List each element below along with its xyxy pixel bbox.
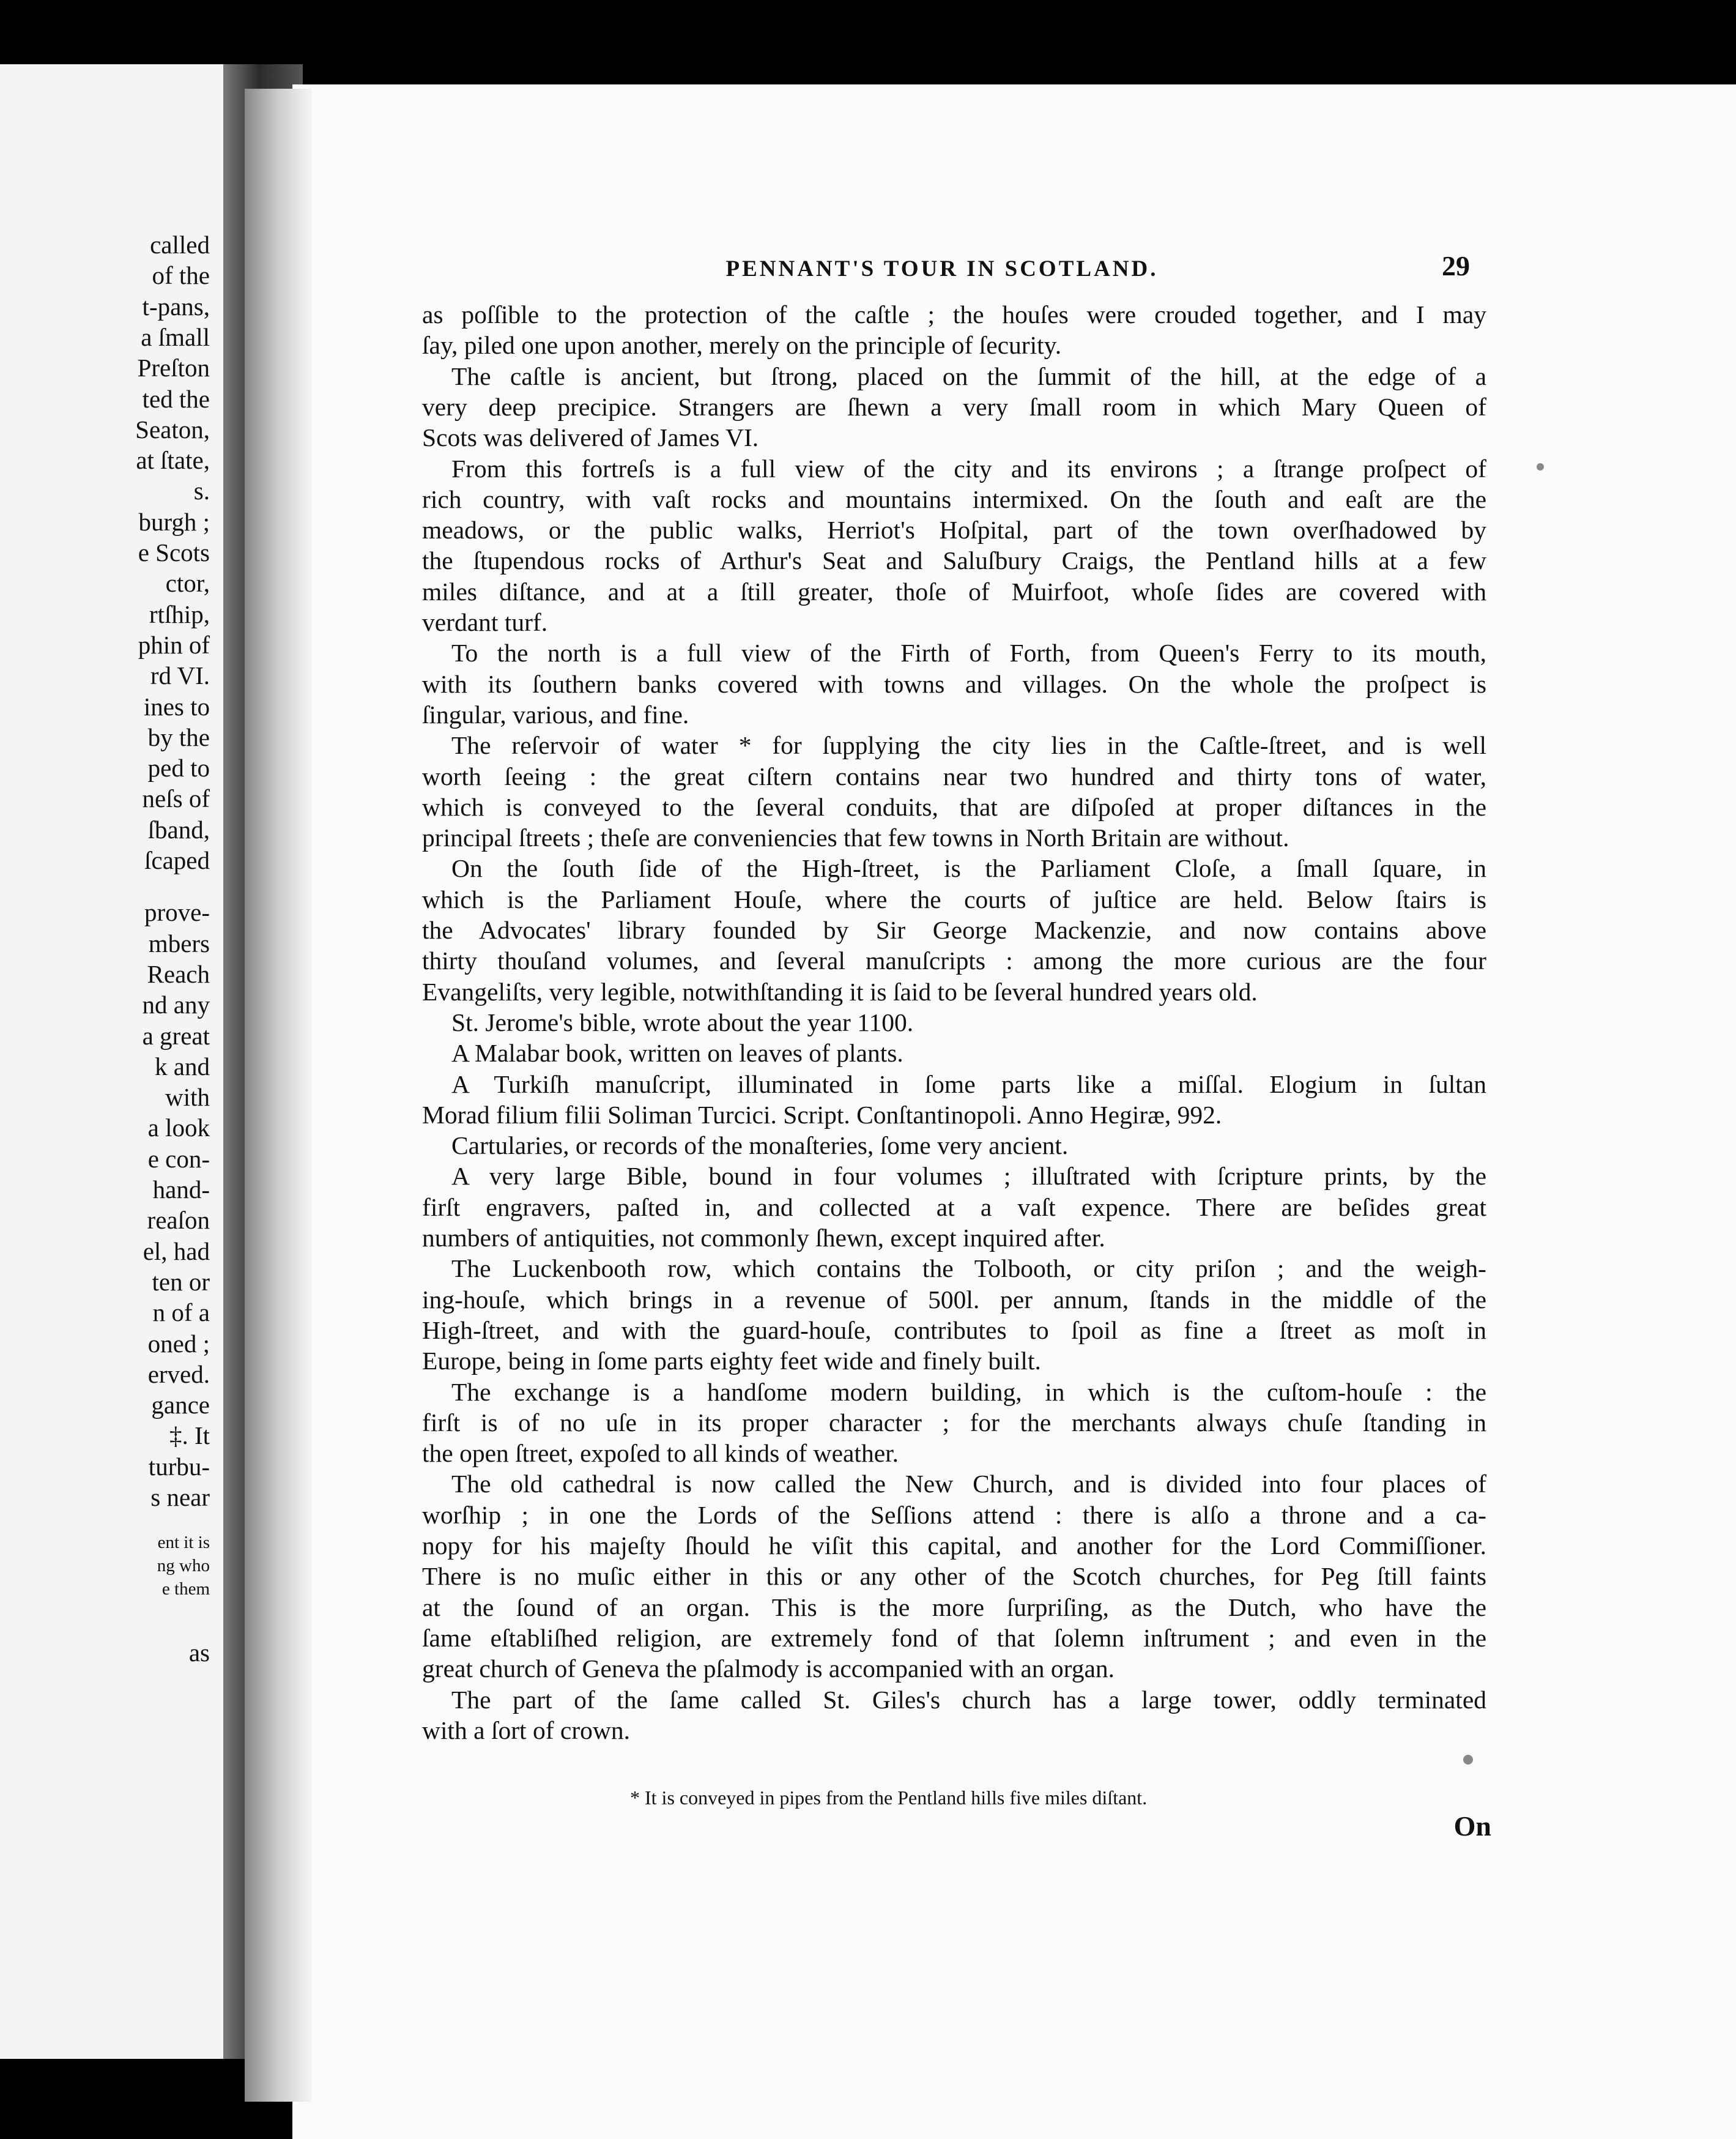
text-line: worſhip ; in one the Lords of the Seſſions attend : there is alſo a throne and a ca- (422, 1500, 1486, 1529)
text-line: The Luckenbooth row, which contains the Tolbooth, or city priſon ; and the weigh- (451, 1254, 1486, 1283)
page-gutter (245, 89, 312, 2102)
text-line: ſay, piled one upon another, merely on the principle of ſecurity. (422, 331, 1062, 360)
facing-page-line: hand- (152, 1175, 210, 1203)
text-line: High-ſtreet, and with the guard-houſe, contributes to ſpoil as fine a ſtreet as moſt in (422, 1315, 1486, 1344)
facing-page-line: ped to (147, 754, 210, 783)
text-line: the Advocates' library founded by Sir George Mackenzie, and now contains above (422, 916, 1486, 944)
facing-page-line: Reach (147, 959, 210, 988)
facing-page-line: ng who (157, 1556, 210, 1576)
text-line: A Malabar book, written on leaves of plants. (451, 1039, 903, 1068)
facing-page-line: prove- (144, 898, 210, 927)
facing-page-fragment (0, 64, 223, 2059)
text-line: very deep precipice. Strangers are ſhewn a very ſmall room in which Mary Queen of (422, 392, 1486, 421)
text-line: firſt engravers, paſted in, and collected at a vaſt expence. There are beſides great (422, 1192, 1486, 1221)
text-line: as poſſible to the protection of the caſtle ; the houſes were crouded together, and I may (422, 300, 1486, 329)
text-line: Evangeliſts, very legible, notwithſtanding it is ſaid to be ſeveral hundred years old. (422, 977, 1258, 1006)
facing-page-line: a look (147, 1114, 210, 1142)
facing-page-line: n of a (152, 1298, 210, 1327)
facing-page-line: rd VI. (150, 661, 210, 690)
text-line: miles diſtance, and at a ſtill greater, thoſe of Muirfoot, whoſe ſides are covered with (422, 577, 1486, 606)
facing-page-line: s. (193, 477, 210, 505)
text-line: rich country, with vaſt rocks and mountains intermixed. On the ſouth and eaſt are the (422, 485, 1486, 513)
text-line: Europe, being in ſome parts eighty feet wide and finely built. (422, 1347, 1041, 1375)
facing-page-line: ent it is (157, 1533, 210, 1553)
facing-page-line: e Scots (138, 538, 210, 567)
text-line: The old cathedral is now called the New Church, and is divided into four places of (451, 1470, 1486, 1498)
text-line: which is conveyed to the ſeveral conduits, that are diſpoſed at proper diſtances in the (422, 792, 1486, 821)
facing-page-line: burgh ; (138, 507, 210, 536)
facing-page-line: e con- (147, 1144, 210, 1173)
facing-page-line: by the (147, 723, 210, 751)
text-line: To the north is a full view of the Firth of Forth, from Queen's Ferry to its mouth, (451, 639, 1486, 668)
text-line: There is no muſic either in this or any other of the Scotch churches, for Peg ſtill faints (422, 1562, 1486, 1591)
text-line: The reſervoir of water * for ſupplying the city lies in the Caſtle-ſtreet, and is well (451, 731, 1486, 760)
catchword: On (1453, 1810, 1491, 1842)
facing-page-line: ten or (152, 1267, 210, 1296)
facing-page-line: rtſhip, (149, 600, 210, 628)
facing-page-line: called (150, 231, 210, 259)
text-line: St. Jerome's bible, wrote about the year 1100. (451, 1008, 914, 1036)
ink-speck (1537, 463, 1544, 471)
facing-page-line: ctor, (165, 569, 210, 598)
text-line: Morad filium filii Soliman Turcici. Script. Conſtantinopoli. Anno Hegiræ, 992. (422, 1100, 1222, 1129)
text-line: nopy for his majeſty ſhould he viſit this capital, and another for the Lord Commiſſioner. (422, 1531, 1486, 1560)
facing-page-line: neſs of (142, 784, 210, 813)
facing-page-line: of the (152, 261, 210, 290)
facing-page-line: k and (155, 1052, 210, 1081)
facing-page-line: as (188, 1639, 210, 1667)
text-line: at the ſound of an organ. This is the more ſurpriſing, as the Dutch, who have the (422, 1593, 1486, 1621)
facing-page-line: a ſmall (141, 322, 210, 351)
text-line: principal ſtreets ; theſe are conveniencies that few towns in North Britain are without. (422, 824, 1289, 852)
facing-page-line: t-pans, (142, 292, 210, 321)
text-line: From this fortreſs is a full view of the city and its environs ; a ſtrange proſpect of (451, 454, 1486, 483)
text-line: ing-houſe, which brings in a revenue of 500l. per annum, ſtands in the middle of the (422, 1285, 1486, 1314)
text-line: A very large Bible, bound in four volumes ; illuſtrated with ſcripture prints, by the (451, 1162, 1486, 1191)
text-line: which is the Parliament Houſe, where the courts of juſtice are held. Below ſtairs is (422, 885, 1486, 913)
text-line: the open ſtreet, expoſed to all kinds of weather. (422, 1439, 899, 1468)
text-line: Cartularies, or records of the monaſteries, ſome very ancient. (451, 1131, 1069, 1160)
facing-page-line: Seaton, (135, 415, 210, 444)
text-line: verdant turf. (422, 608, 548, 636)
facing-page-line: ted the (142, 384, 210, 413)
facing-page-line: nd any (142, 991, 210, 1019)
facing-page-line: ‡. It (169, 1421, 210, 1450)
text-line: with a ſort of crown. (422, 1716, 630, 1744)
text-line: thirty thouſand volumes, and ſeveral manuſcripts : among the more curious are the four (422, 947, 1486, 975)
text-line: the ſtupendous rocks of Arthur's Seat and Saluſbury Craigs, the Pentland hills at a few (422, 546, 1486, 575)
text-line: The caſtle is ancient, but ſtrong, placed on the ſummit of the hill, at the edge of a (451, 362, 1486, 390)
facing-page-line: a great (142, 1021, 210, 1050)
text-line: The exchange is a handſome modern building, in which is the cuſtom-houſe : the (451, 1377, 1486, 1406)
facing-page-line: phin of (138, 630, 210, 659)
text-line: worth ſeeing : the great ciſtern contains near two hundred and thirty tons of water, (422, 762, 1486, 790)
ink-speck (1463, 1755, 1473, 1765)
text-line: Scots was delivered of James VI. (422, 423, 759, 452)
facing-page-line: mbers (148, 929, 210, 958)
text-line: On the ſouth ſide of the High-ſtreet, is the Parliament Cloſe, a ſmall ſquare, in (451, 854, 1486, 883)
text-line: meadows, or the public walks, Herriot's Hoſpital, part of the town overſhadowed by (422, 516, 1486, 545)
text-line: great church of Geneva the pſalmody is accompanied with an organ. (422, 1654, 1115, 1683)
footnote: * It is conveyed in pipes from the Pentland hills five miles diſtant. (630, 1787, 1148, 1809)
text-line: A Turkiſh manuſcript, illuminated in ſome parts like a miſſal. Elogium in ſultan (451, 1070, 1486, 1098)
text-line: firſt is of no uſe in its proper character ; for the merchants always chuſe ſtanding in (422, 1408, 1486, 1437)
text-line: The part of the ſame called St. Giles's church has a large tower, oddly terminated (451, 1685, 1486, 1714)
facing-page-line: Preſton (137, 354, 210, 382)
text-line: numbers of antiquities, not commonly ſhewn, except inquired after. (422, 1224, 1105, 1252)
facing-page-line: oned ; (147, 1329, 210, 1358)
facing-page-line: ines to (143, 692, 210, 721)
facing-page-line: erved. (147, 1360, 210, 1388)
facing-page-line: ſband, (147, 815, 210, 844)
facing-page-line: e them (161, 1579, 210, 1599)
facing-page-line: with (165, 1083, 210, 1112)
facing-page-line: reaſon (147, 1206, 210, 1235)
facing-page-line: el, had (143, 1237, 210, 1265)
facing-page-line: ſcaped (144, 846, 210, 874)
running-title: PENNANT'S TOUR IN SCOTLAND. (725, 256, 1159, 281)
text-line: ſame eſtabliſhed religion, are extremely fond of that ſolemn inſtrument ; and even in the (422, 1623, 1486, 1652)
text-line: with its ſouthern banks covered with towns and villages. On the whole the proſpect is (422, 669, 1486, 698)
facing-page-line: s near (150, 1483, 210, 1511)
page-number: 29 (1442, 250, 1470, 281)
facing-page-line: turbu- (148, 1452, 210, 1481)
facing-page-line: at ſtate, (136, 446, 210, 475)
text-line: ſingular, various, and fine. (422, 700, 689, 729)
facing-page-line: gance (151, 1391, 210, 1419)
